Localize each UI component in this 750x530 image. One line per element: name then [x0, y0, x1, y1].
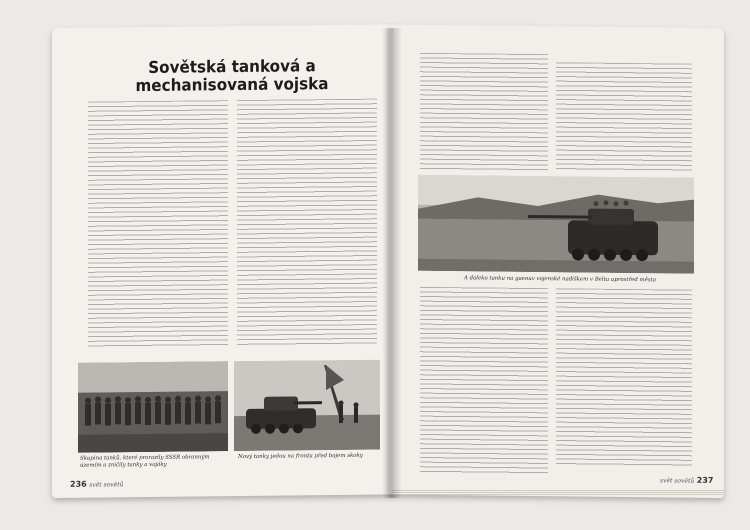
page-number-right: 237: [696, 475, 714, 485]
page-number: 236: [70, 479, 87, 489]
magazine-title-right: svět sovětů: [660, 477, 695, 485]
photo-caption-left: Skupina tanků, které prorazily SSSR obranným územím a zničily tanky a vojáky: [80, 454, 210, 469]
article-headline: Sovětská tanková a mechanisovaná vojska: [135, 56, 329, 96]
text-column-5: [420, 287, 548, 474]
text-column-6: [556, 288, 692, 467]
soldiers-photo-icon: [78, 361, 228, 453]
text-column-1: [88, 100, 228, 349]
page-folio-left: [70, 479, 124, 489]
page-edges: [392, 448, 724, 494]
tank-photo-icon: [234, 360, 380, 452]
text-column-4: [556, 62, 692, 171]
tank-photo: [234, 360, 380, 452]
photo-caption-right: Nový tanky jedou na frontu před bojem skoky: [238, 452, 363, 461]
text-column-2: [237, 99, 377, 348]
left-page: [52, 24, 394, 498]
landscape-tank-photo-icon: [418, 175, 694, 274]
magazine-spread: [52, 28, 724, 498]
right-page: [390, 25, 724, 498]
soldiers-photo: [78, 361, 228, 453]
text-column-3: [420, 53, 548, 172]
magazine-title: svět sovětů: [89, 481, 124, 489]
wide-photo-caption: A daleko tanku na gaeouv vojenské nadiškem v Beltu uprostřed města: [464, 275, 656, 284]
wide-landscape-photo: [418, 175, 694, 274]
book-gutter: [382, 28, 402, 498]
